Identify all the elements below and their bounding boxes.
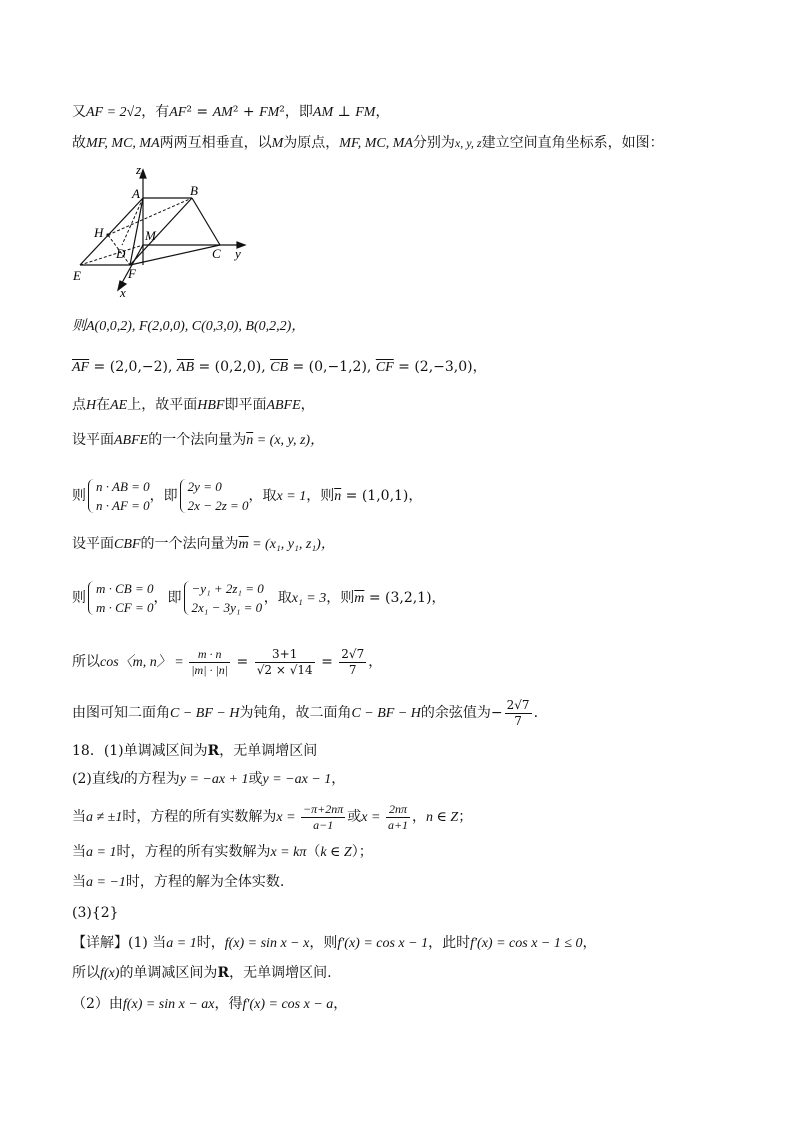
fraction-1	[189, 647, 230, 678]
text: 建立空间直角坐标系，如图：	[481, 135, 664, 151]
vector-cf: $\overline{CF}$	[375, 360, 394, 375]
line-13	[72, 770, 345, 789]
numerator: 2nπ	[386, 802, 410, 818]
text: 【详解】(1) 当	[72, 935, 167, 951]
line-20	[72, 995, 347, 1014]
equation: m · CB = 0	[96, 581, 154, 596]
text: 为钝角，故二面角	[239, 705, 352, 721]
text: 当	[72, 844, 86, 860]
equation: 2y = 0	[187, 479, 222, 494]
math: f(x) = sin x − ax	[122, 997, 215, 1012]
line-5	[72, 396, 315, 415]
math: f′(x) = cos x − 1 ≤ 0	[470, 936, 583, 951]
math: y = −ax − 1	[262, 772, 332, 787]
math: C − BF − H	[351, 706, 421, 721]
math: f′(x) = cos x − a	[242, 997, 334, 1012]
line-6	[72, 431, 324, 450]
text: 的方程为	[123, 771, 180, 787]
math: HBF	[197, 398, 225, 413]
equation: n · AB = 0	[96, 479, 150, 494]
line-3: 则A(0,0,2), F(2,0,0), C(0,3,0), B(0,2,2)，	[72, 319, 306, 334]
text: ，	[412, 809, 427, 825]
line-1	[72, 103, 389, 122]
text: 时，方程的所有实数解为	[122, 809, 277, 825]
math: x =	[361, 810, 384, 825]
numerator: 3+1	[255, 647, 315, 663]
text: 所以	[72, 965, 100, 981]
vector-m: $\overline{m}$	[238, 537, 249, 552]
text: ，	[582, 935, 597, 951]
equation: m · CF = 0	[96, 600, 154, 615]
math: f(x)	[100, 966, 120, 981]
math: = (x₁, y₁, z₁)，	[248, 537, 335, 552]
math: f′(x) = cos x − 1	[337, 936, 429, 951]
line-12	[72, 742, 317, 760]
text: 由图可知二面角	[72, 705, 170, 721]
vector-n: $\overline{n}$	[334, 489, 342, 504]
math: a = 1	[86, 845, 117, 860]
text: ，有	[141, 104, 170, 120]
text: ，无单调增区间.	[229, 965, 332, 981]
math: = 2√2	[103, 105, 142, 120]
text: (2)直线	[72, 771, 120, 787]
line-4	[72, 358, 487, 377]
math: ² +	[232, 104, 260, 120]
math: ABFE	[114, 433, 149, 448]
text: ）；	[351, 844, 373, 860]
denominator: |m| · |n|	[191, 662, 229, 677]
math: MF, MC, MA	[86, 136, 160, 151]
edge-af	[130, 198, 143, 265]
math: cos〈m, n〉 =	[100, 655, 188, 670]
text: ，	[368, 654, 383, 670]
math: =	[316, 654, 338, 670]
text: 18．(1)单调减区间为	[72, 743, 208, 759]
label-m: M	[145, 228, 156, 243]
text: 当	[72, 874, 86, 890]
line-17: (3){2}	[72, 905, 119, 921]
math: R	[207, 743, 220, 759]
math: FM	[355, 105, 376, 120]
text: 的单调减区间为	[119, 965, 218, 981]
text: 的余弦值为	[420, 705, 491, 721]
text: ；	[458, 809, 473, 825]
text: ，则	[326, 590, 355, 606]
math: M	[271, 136, 284, 151]
text: ²，即	[279, 104, 313, 120]
system-1	[86, 477, 150, 515]
text: 设平面	[72, 432, 114, 448]
equation: n · AF = 0	[96, 498, 150, 513]
math: x₁ = 3	[291, 591, 327, 606]
label-c: C	[212, 246, 221, 261]
numerator: −π+2nπ	[303, 801, 344, 816]
text: ，则	[306, 488, 335, 504]
text: ，此时	[428, 935, 471, 951]
label-e: E	[73, 268, 81, 283]
text: 设平面	[72, 536, 114, 552]
math: AM	[312, 105, 334, 120]
math: ABFE	[266, 398, 301, 413]
math: x, y, z	[454, 136, 482, 150]
text: 即平面	[224, 397, 267, 413]
fraction-5	[301, 802, 345, 833]
math: a = 1	[166, 936, 197, 951]
math: AF	[86, 105, 104, 120]
math: −	[490, 705, 503, 721]
text: ，即	[149, 488, 178, 504]
math: y = −ax + 1	[179, 772, 249, 787]
math: C − BF − H	[170, 706, 240, 721]
math: k ∈ Z	[320, 845, 352, 860]
denominator: a+1	[387, 817, 409, 832]
text: 故	[72, 135, 86, 151]
denominator: a−1	[313, 817, 334, 832]
text: .	[533, 705, 539, 721]
text: ，取	[263, 590, 292, 606]
text: ，即	[153, 590, 182, 606]
text: 在	[96, 397, 111, 413]
equation: −y₁ + 2z₁ = 0	[191, 581, 264, 596]
math: ² =	[186, 104, 213, 120]
math: x = 1	[276, 489, 307, 504]
point-h	[106, 233, 109, 236]
line-19	[72, 964, 332, 983]
fraction-2	[255, 647, 315, 678]
math: = (0,2,0),	[194, 359, 271, 375]
text: 当	[72, 809, 86, 825]
line-14	[72, 797, 472, 838]
label-x: x	[120, 285, 126, 300]
text: （	[306, 844, 321, 860]
text: 分别为	[412, 135, 455, 151]
math: x = kπ	[270, 845, 307, 860]
vector-m: $\overline{m}$	[354, 591, 365, 606]
label-z: z	[136, 162, 142, 177]
system-3	[86, 579, 154, 617]
math: = (0,−1,2),	[288, 359, 376, 375]
line-8	[72, 535, 335, 554]
text: 时，方程的所有实数解为	[116, 844, 271, 860]
math: a = −1	[86, 875, 126, 890]
math: a ≠ ±1	[86, 810, 123, 825]
text: 时，	[196, 935, 225, 951]
math: FM	[259, 105, 280, 120]
math: AF	[169, 105, 187, 120]
denominator: 7	[514, 713, 522, 728]
math: AM	[212, 105, 233, 120]
numerator: m · n	[189, 647, 230, 663]
edge-bc	[192, 198, 220, 245]
system-2	[178, 477, 249, 515]
math: ⊥	[333, 104, 356, 120]
fraction-3	[339, 647, 366, 678]
math: =	[232, 654, 253, 670]
math: = (3,2,1)，	[364, 590, 446, 606]
text: （2）由	[72, 996, 123, 1012]
math: f(x) = sin x − x	[224, 936, 310, 951]
vector-n: $\overline{n}$	[246, 433, 254, 448]
equation: 2x₁ − 3y₁ = 0	[191, 600, 263, 615]
text: 的一个法向量为	[140, 536, 239, 552]
math: n ∈ Z	[426, 810, 459, 825]
line-9	[72, 578, 446, 619]
edge-ae	[80, 198, 143, 265]
vector-cb: $\overline{CB}$	[270, 360, 288, 375]
line-7	[72, 476, 422, 517]
line-16	[72, 873, 284, 892]
denominator: √2 × √14	[256, 662, 313, 677]
numerator: 2√7	[341, 646, 365, 661]
text: 则	[72, 488, 86, 504]
text: 又	[72, 104, 86, 120]
text: ，	[300, 397, 315, 413]
dashed-ad	[122, 198, 143, 245]
text: ，无单调增区间	[219, 743, 318, 759]
fraction-6	[386, 802, 410, 833]
line-11	[72, 693, 538, 734]
math: MF, MC, MA	[339, 136, 413, 151]
text: 或	[347, 809, 362, 825]
text: 则	[72, 590, 86, 606]
text: 或	[248, 771, 263, 787]
math: = (x, y, z)，	[253, 433, 325, 448]
math: R	[217, 965, 230, 981]
math: = (2,−3,0)，	[393, 359, 487, 375]
line-2	[72, 134, 664, 153]
line-18	[72, 934, 597, 953]
math: AE	[110, 398, 128, 413]
edge-bf	[130, 198, 192, 265]
text: ，	[331, 771, 346, 787]
label-f: F	[128, 266, 136, 281]
system-4	[182, 579, 264, 617]
line-10	[72, 642, 382, 683]
text: ，得	[214, 996, 243, 1012]
text: ，则	[309, 935, 338, 951]
math: CBF	[114, 537, 141, 552]
text: 所以	[72, 654, 100, 670]
text: ，	[375, 104, 390, 120]
text: ，	[333, 996, 348, 1012]
text: 两两互相垂直，以	[159, 135, 272, 151]
label-b: B	[190, 183, 198, 198]
vector-ab: $\overline{AB}$	[176, 360, 195, 375]
label-y: y	[235, 246, 241, 261]
math: = (1,0,1)，	[341, 488, 423, 504]
math: x =	[276, 810, 300, 825]
vector-af: $\overline{AF}$	[72, 360, 90, 375]
text: 的一个法向量为	[148, 432, 247, 448]
text: 点	[72, 397, 86, 413]
label-d: D	[116, 246, 126, 261]
fraction-4	[505, 698, 532, 729]
equation: 2x − 2z = 0	[187, 498, 249, 513]
text: 为原点，	[283, 135, 340, 151]
label-a: A	[132, 186, 140, 201]
numerator: 2√7	[506, 697, 530, 712]
text: ，取	[248, 488, 277, 504]
math: l	[119, 772, 124, 787]
text: 时，方程的解为全体实数.	[125, 874, 285, 890]
math: H	[86, 398, 97, 413]
math: = (2,0,−2),	[89, 359, 177, 375]
denominator: 7	[348, 662, 357, 677]
label-h: H	[94, 225, 104, 240]
coordinate-figure	[70, 160, 260, 300]
text: 上，故平面	[127, 397, 198, 413]
line-15	[72, 843, 373, 862]
